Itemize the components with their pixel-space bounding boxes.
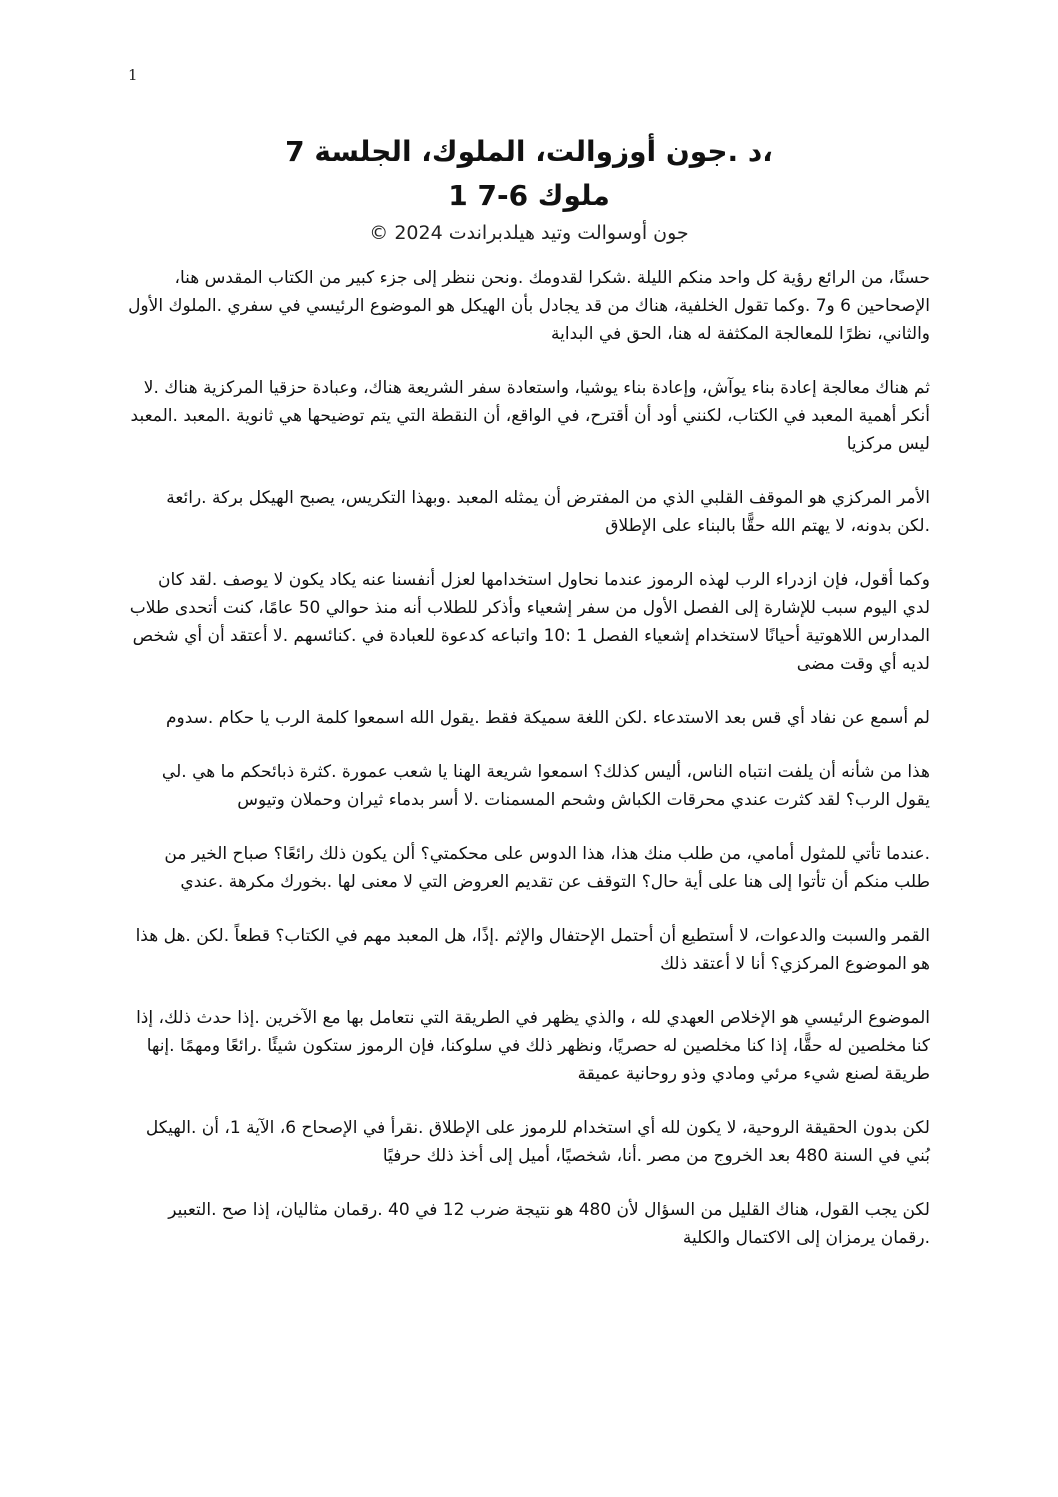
copyright-line: جون أوسوالت وتيد هيلدبراندت 2024 © bbox=[369, 222, 689, 244]
paragraph: .عندما تأتي للمثول أمامي، من طلب منك هذا، هذا الدوس على محكمتي؟ ألن يكون ذلك رائعًا؟ صباح الخير من طلب منكم أن تأتوا إلى هنا على أية حال؟ التوقف عن تقديم العروض التي لا معنى لها .بخورك مكرهة .عندي bbox=[164, 844, 930, 892]
paragraph: لكن يجب القول، هناك القليل من السؤال لأن 480 هو نتيجة ضرب 12 في 40 .رقمان مثاليان، إذا صح .التعبير .رقمان يرمزان إلى الاكتمال والكلية bbox=[168, 1200, 930, 1248]
document-header bbox=[120, 130, 938, 248]
paragraph: الأمر المركزي هو الموقف القلبي الذي من المفترض أن يمثله المعبد .وبهذا التكريس، يصبح الهيكل بركة .رائعة .لكن بدونه، لا يهتم الله حقًّا بالبناء على الإطلاق bbox=[166, 488, 930, 536]
paragraph: هذا من شأنه أن يلفت انتباه الناس، أليس كذلك؟ اسمعوا شريعة الهنا يا شعب عمورة .كثرة ذبائحكم ما هي .لي يقول الرب؟ لقد كثرت عندي محرقات الكباش وشحم المسمنات .لا أسر بدماء ثيران وحملان وتيوس bbox=[161, 762, 930, 810]
paragraph: لم أسمع عن نفاد أي قس بعد الاستدعاء .لكن اللغة سميكة فقط .يقول الله اسمعوا كلمة الرب يا حكام .سدوم bbox=[165, 708, 930, 728]
paragraph: ثم هناك معالجة إعادة بناء يوآش، وإعادة بناء يوشيا، واستعادة سفر الشريعة هناك، وعبادة حزقيا المركزية هناك .لا أنكر أهمية المعبد في الكتاب، لكنني أود أن أقترح، في الواقع، أن النقطة التي يتم توضيحها هي ثانوية .المعبد .المعبد ليس مركزيا bbox=[130, 378, 930, 454]
paragraph: حسنًا، من الرائع رؤية كل واحد منكم الليلة .شكرا لقدومك .ونحن ننظر إلى جزء كبير من الكتاب المقدس هنا، الإصحاحين 6 و7 .وكما تقول الخلفية، هناك من قد يجادل بأن الهيكل هو الموضوع الرئيسي في سفري .الملوك الأول والثاني، نظرًا للمعالجة المكثفة له هنا، الحق في البداية bbox=[128, 268, 930, 344]
paragraph: وكما أقول، فإن ازدراء الرب لهذه الرموز عندما نحاول استخدامها لعزل أنفسنا عنه يكاد يكون لا يوصف .لقد كان لدي اليوم سبب للإشارة إلى الفصل الأول من سفر إشعياء وأذكر للطلاب أنه منذ حوالي 50 عامًا، كنت أتحدى طلاب المدارس اللاهوتية أحيانًا لاستخدام إشعياء الفصل 1 :10 واتباعه كدعوة للعبادة في .كنائسهم .لا أعتقد أن أي شخص لديه أي وقت مضى bbox=[129, 570, 930, 674]
paragraph: لكن بدون الحقيقة الروحية، لا يكون لله أي استخدام للرموز على الإطلاق .نقرأ في الإصحاح 6، الآية 1، أن .الهيكل بُني في السنة 480 بعد الخروج من مصر .أنا، شخصيًا، أميل إلى أخذ ذلك حرفيًا bbox=[145, 1118, 930, 1166]
document-title-line-1: ،د .جون أوزوالت، الملوك، الجلسة 7 bbox=[285, 135, 773, 168]
page-number: 1 bbox=[128, 66, 138, 84]
paragraph: الموضوع الرئيسي هو الإخلاص العهدي لله ، والذي يظهر في الطريقة التي نتعامل بها مع الآخرين .إذا حدث ذلك، إذا كنا مخلصين له حقًّا، إذا كنا مخلصين له حصريًا، ونظهر ذلك في سلوكنا، فإن الرموز ستكون شيئًا .رائعًا ومهمًا .إنها طريقة لصنع شيء مرئي ومادي وذو روحانية عميقة bbox=[136, 1008, 930, 1084]
paragraph: القمر والسبت والدعوات، لا أستطيع أن أحتمل الإحتفال والإثم .إذًا، هل المعبد مهم في الكتاب؟ قطعاً .لكن .هل هذا هو الموضوع المركزي؟ أنا لا أعتقد ذلك bbox=[135, 926, 930, 974]
document-body bbox=[128, 264, 930, 1278]
document-title-line-2: ملوك 6-7 1 bbox=[448, 179, 610, 212]
